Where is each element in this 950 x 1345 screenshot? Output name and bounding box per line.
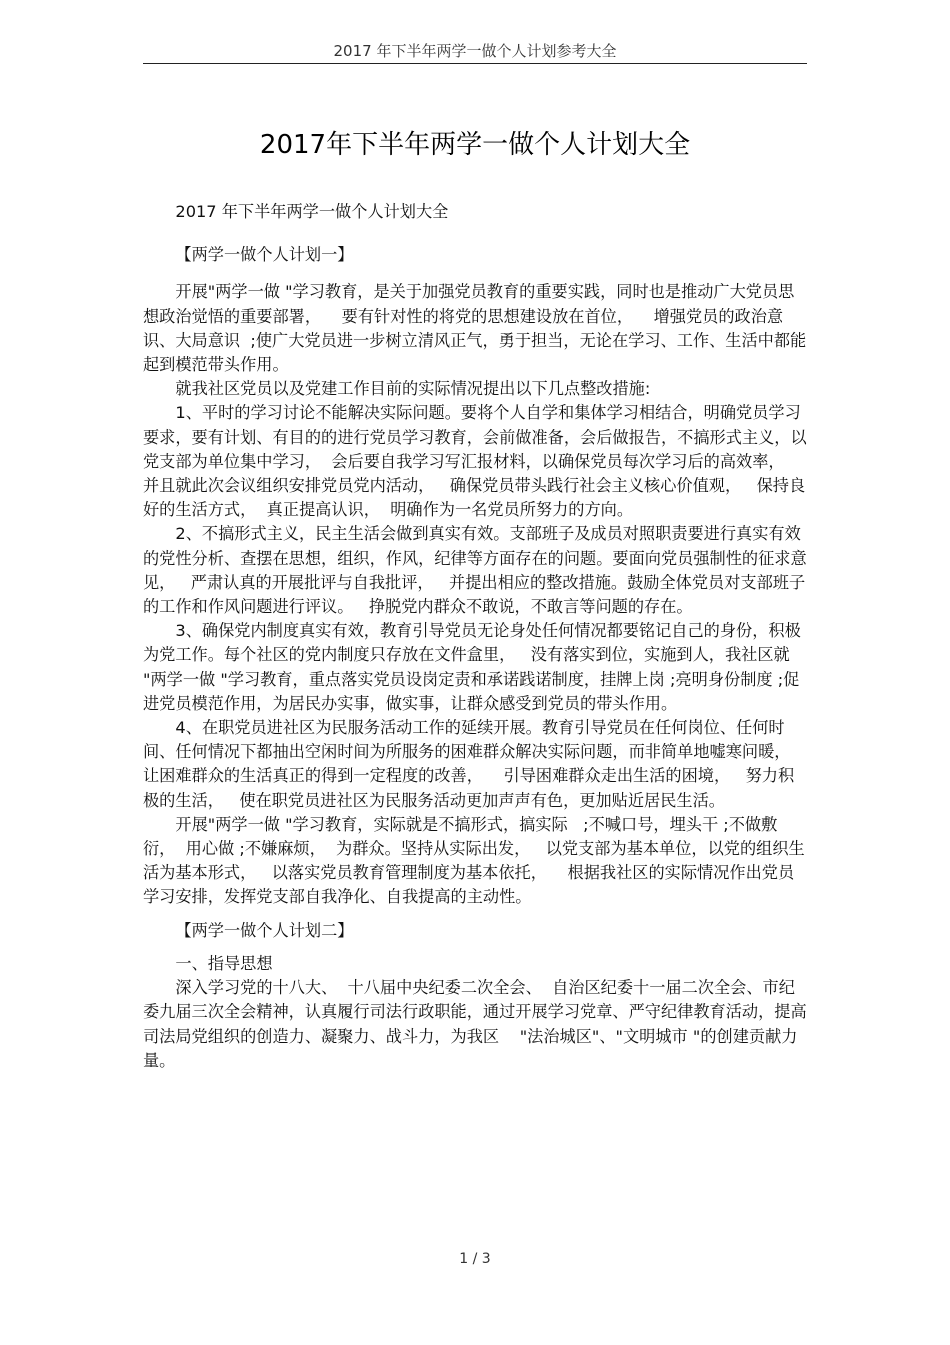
document-title: 2017年下半年两学一做个人计划大全 xyxy=(259,130,691,160)
paragraph-2: 就我社区党员以及党建工作目前的实际情况提出以下几点整改措施: xyxy=(175,379,651,399)
paragraph-1: 开展"两学一做 "学习教育，是关于加强党员教育的重要实践，同时也是推动广大党员思想政治觉悟的重要部署， 要有针对性的将党的思想建设放在首位， 增强党员的政治意识、大局意识 ;使广大党员进一步树立清风正气，勇于担当，无论在学习、工作、生活中都能起到模范带头作用。 xyxy=(143,282,807,375)
header-rule xyxy=(143,63,807,64)
section-heading-2: 【两学一做个人计划二】 xyxy=(175,920,354,940)
section-heading-1: 【两学一做个人计划一】 xyxy=(175,245,354,265)
paragraph-5: 3、确保党内制度真实有效，教育引导党员无论身处任何情况都要铭记自己的身份，积极为党工作。每个社区的党内制度只存放在文件盒里， 没有落实到位，实施到人，我社区就 "两学一做 "学习教育，重点落实党员设岗定责和承诺践诺制度，挂牌上岗 ;亮明身份制度 ;促进党员模范作用，为居民办实事，做实事，让群众感受到党员的带头作用。 xyxy=(143,621,801,713)
running-header: 2017 年下半年两学一做个人计划参考大全 xyxy=(333,42,617,60)
paragraph-3: 1、平时的学习讨论不能解决实际问题。要将个人自学和集体学习相结合，明确党员学习要求，要有计划、有目的的进行党员学习教育，会前做准备，会后做报告，不搞形式主义，以党支部为单位集中学习， 会后要自我学习写汇报材料，以确保党员每次学习后的高效率， 并且就此次会议组织安排党员党内活动， 确保党员带头践行社会主义核心价值观， 保持良好的生活方式， 真正提高认识， 明确作为一名党员所努力的方向。 xyxy=(143,403,807,520)
document-subtitle: 2017 年下半年两学一做个人计划大全 xyxy=(175,202,449,221)
page-number: 1 / 3 xyxy=(459,1251,491,1267)
paragraph-8: 深入学习党的十八大、 十八届中央纪委二次全会、 自治区纪委十一届二次全会、市纪委九届三次全会精神，认真履行司法行政职能，通过开展学习党章、严守纪律教育活动，提高司法局党组织的创造力、凝聚力、战斗力，为我区 "法治城区"、"文明城市 "的创建贡献力量。 xyxy=(143,978,807,1070)
paragraph-4: 2、不搞形式主义，民主生活会做到真实有效。支部班子及成员对照职责要进行真实有效的党性分析、查摆在思想，组织，作风，纪律等方面存在的问题。要面向党员强制性的征求意见， 严肃认真的开展批评与自我批评， 并提出相应的整改措施。鼓励全体党员对支部班子的工作和作风问题进行评议。 挣脱党内群众不敢说，不敢言等问题的存在。 xyxy=(143,524,807,617)
document-body xyxy=(143,200,807,1073)
paragraph-7: 开展"两学一做 "学习教育，实际就是不搞形式，搞实际 ;不喊口号，埋头干 ;不做敷衍， 用心做 ;不嫌麻烦， 为群众。坚持从实际出发， 以党支部为基本单位，以党的组织生活为基本形式， 以落实党员教育管理制度为基本依托， 根据我社区的实际情况作出党员学习安排，发挥党支部自我净化、自我提高的主动性。 xyxy=(143,814,805,907)
subheading-guiding-thought: 一、指导思想 xyxy=(175,953,273,973)
paragraph-6: 4、在职党员进社区为民服务活动工作的延续开展。教育引导党员在任何岗位、任何时间、任何情况下都抽出空闲时间为所服务的困难群众解决实际问题，而非简单地嘘寒问暖， 让困难群众的生活真正的得到一定程度的改善， 引导困难群众走出生活的困境， 努力积极的生活， 使在职党员进社区为民服务活动更加声声有色，更加贴近居民生活。 xyxy=(143,718,801,810)
